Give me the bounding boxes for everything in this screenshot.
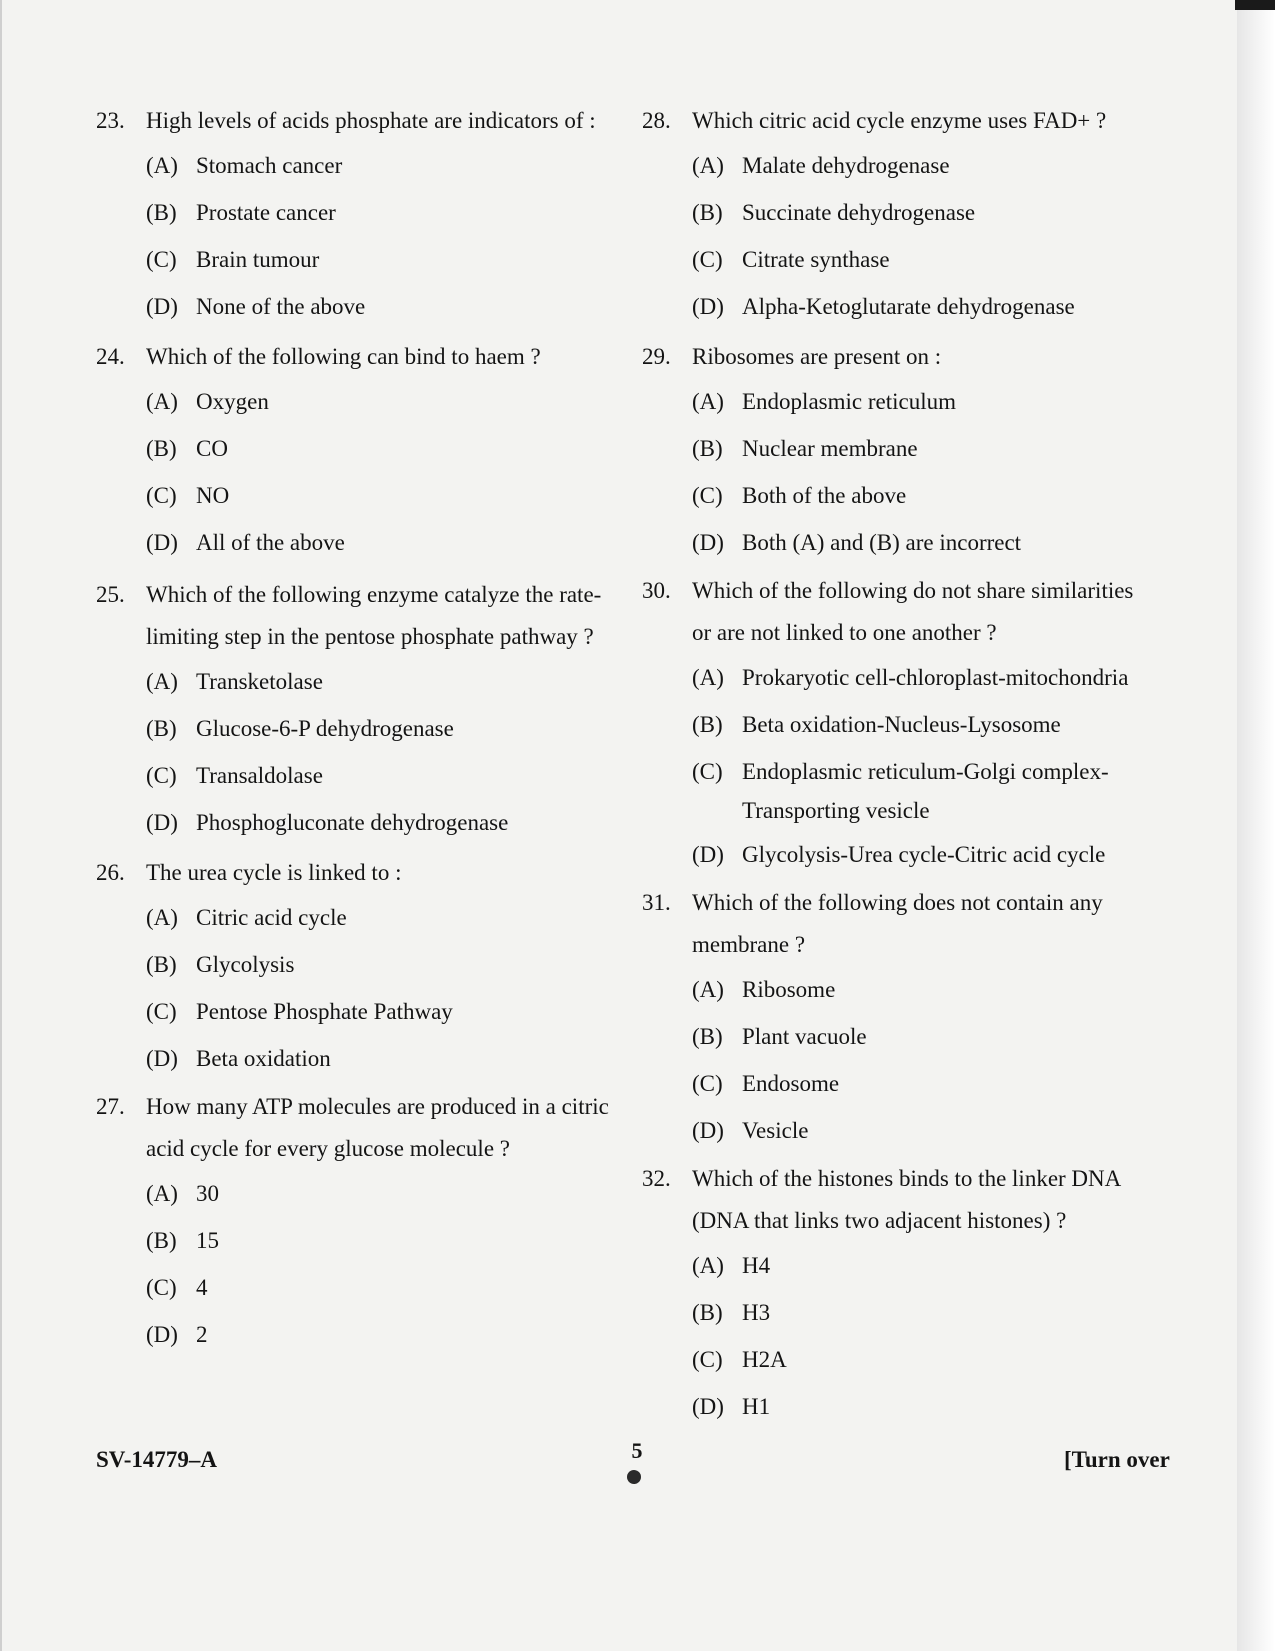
question-25 bbox=[96, 574, 636, 846]
question-text: Which of the following do not share similarities bbox=[692, 578, 1134, 603]
option-letter: (D) bbox=[692, 842, 724, 867]
option-c bbox=[96, 752, 636, 799]
option-letter: (A) bbox=[146, 905, 178, 930]
option-letter: (C) bbox=[146, 247, 177, 272]
option-letter: (D) bbox=[146, 1046, 178, 1071]
question-text: The urea cycle is linked to : bbox=[146, 860, 402, 885]
option-text: CO bbox=[196, 436, 228, 461]
option-letter: (B) bbox=[146, 716, 177, 741]
option-b bbox=[96, 1217, 636, 1264]
option-letter: (A) bbox=[692, 153, 724, 178]
page-number-dot bbox=[627, 1470, 641, 1484]
question-28 bbox=[642, 100, 1197, 330]
option-text: Transaldolase bbox=[196, 763, 323, 788]
page-edge-shadow bbox=[1237, 0, 1275, 1651]
option-letter: (C) bbox=[146, 1275, 177, 1300]
option-text: NO bbox=[196, 483, 230, 508]
option-text: Succinate dehydrogenase bbox=[742, 200, 976, 225]
option-letter: (A) bbox=[146, 669, 178, 694]
option-text: Both (A) and (B) are incorrect bbox=[742, 530, 1022, 555]
option-c bbox=[642, 748, 1197, 795]
question-text: Which of the histones binds to the linker DNA bbox=[692, 1166, 1122, 1191]
option-a bbox=[96, 1170, 636, 1217]
question-30 bbox=[642, 570, 1197, 878]
option-text: Citric acid cycle bbox=[196, 905, 347, 930]
option-text: None of the above bbox=[196, 294, 366, 319]
option-text: Glycolysis-Urea cycle-Citric acid cycle bbox=[742, 842, 1106, 867]
option-letter: (B) bbox=[146, 436, 177, 461]
question-text: Which of the following can bind to haem ? bbox=[146, 344, 541, 369]
option-text: Malate dehydrogenase bbox=[742, 153, 950, 178]
option-text: H2A bbox=[742, 1347, 787, 1372]
question-text: Which of the following does not contain any bbox=[692, 890, 1103, 915]
option-b bbox=[96, 425, 636, 472]
question-number: 28. bbox=[642, 108, 671, 133]
paper-code: SV-14779–A bbox=[96, 1447, 217, 1472]
option-letter: (B) bbox=[692, 712, 723, 737]
option-text: Nuclear membrane bbox=[742, 436, 918, 461]
option-letter: (D) bbox=[692, 1394, 724, 1419]
option-a bbox=[96, 378, 636, 425]
question-number: 30. bbox=[642, 578, 671, 603]
option-letter: (C) bbox=[692, 1347, 723, 1372]
option-text: Stomach cancer bbox=[196, 153, 343, 178]
option-text: Endoplasmic reticulum bbox=[742, 389, 956, 414]
option-text: 30 bbox=[196, 1181, 219, 1206]
question-27 bbox=[96, 1086, 636, 1358]
question-31 bbox=[642, 882, 1197, 1154]
left-column bbox=[96, 100, 636, 1358]
option-letter: (D) bbox=[692, 1118, 724, 1143]
option-b bbox=[642, 1013, 1197, 1060]
option-letter: (C) bbox=[692, 1071, 723, 1096]
option-letter: (D) bbox=[146, 530, 178, 555]
question-number: 29. bbox=[642, 344, 671, 369]
option-c bbox=[96, 472, 636, 519]
question-text-continued: or are not linked to one another ? bbox=[692, 620, 997, 645]
option-d bbox=[96, 283, 636, 330]
option-d bbox=[642, 1107, 1197, 1154]
option-d bbox=[96, 799, 636, 846]
option-d bbox=[642, 283, 1197, 330]
option-a bbox=[96, 894, 636, 941]
question-number: 24. bbox=[96, 344, 125, 369]
page-number: 5 bbox=[631, 1438, 643, 1463]
option-a bbox=[96, 658, 636, 705]
option-text: 4 bbox=[196, 1275, 208, 1300]
option-text: All of the above bbox=[196, 530, 345, 555]
question-text: How many ATP molecules are produced in a citric bbox=[146, 1094, 609, 1119]
question-29 bbox=[642, 336, 1197, 566]
option-text: Ribosome bbox=[742, 977, 836, 1002]
option-letter: (B) bbox=[692, 1024, 723, 1049]
option-d bbox=[96, 1311, 636, 1358]
option-letter: (C) bbox=[692, 247, 723, 272]
option-letter: (D) bbox=[692, 294, 724, 319]
option-text: H4 bbox=[742, 1253, 771, 1278]
option-c bbox=[642, 1336, 1197, 1383]
question-number: 23. bbox=[96, 108, 125, 133]
option-a bbox=[96, 142, 636, 189]
option-letter: (C) bbox=[692, 483, 723, 508]
option-d bbox=[96, 1035, 636, 1082]
scan-edge-mark bbox=[1235, 0, 1275, 10]
option-letter: (C) bbox=[146, 483, 177, 508]
option-letter: (D) bbox=[146, 1322, 178, 1347]
option-text: 15 bbox=[196, 1228, 219, 1253]
option-text-continued: Transporting vesicle bbox=[742, 798, 930, 823]
question-text: High levels of acids phosphate are indicators of : bbox=[146, 108, 596, 133]
option-text: Beta oxidation-Nucleus-Lysosome bbox=[742, 712, 1061, 737]
question-number: 32. bbox=[642, 1166, 671, 1191]
question-text-continued: membrane ? bbox=[692, 932, 806, 957]
option-b bbox=[96, 941, 636, 988]
option-text: Prokaryotic cell-chloroplast-mitochondria bbox=[742, 665, 1129, 690]
option-d bbox=[642, 519, 1197, 566]
option-text: H3 bbox=[742, 1300, 771, 1325]
question-32 bbox=[642, 1158, 1197, 1430]
option-b bbox=[642, 425, 1197, 472]
option-c bbox=[642, 1060, 1197, 1107]
option-letter: (A) bbox=[692, 389, 724, 414]
option-letter: (A) bbox=[146, 389, 178, 414]
option-c bbox=[96, 1264, 636, 1311]
option-a bbox=[642, 1242, 1197, 1289]
option-text: Phosphogluconate dehydrogenase bbox=[196, 810, 509, 835]
option-text: Glucose-6-P dehydrogenase bbox=[196, 716, 454, 741]
question-text: Which citric acid cycle enzyme uses FAD+ ? bbox=[692, 108, 1107, 133]
option-letter: (D) bbox=[146, 294, 178, 319]
option-text: Glycolysis bbox=[196, 952, 295, 977]
option-text: Pentose Phosphate Pathway bbox=[196, 999, 453, 1024]
option-text: Vesicle bbox=[742, 1118, 809, 1143]
option-letter: (A) bbox=[692, 665, 724, 690]
question-number: 25. bbox=[96, 582, 125, 607]
question-text-continued: limiting step in the pentose phosphate pathway ? bbox=[146, 624, 594, 649]
option-letter: (B) bbox=[692, 436, 723, 461]
question-number: 26. bbox=[96, 860, 125, 885]
option-text: Both of the above bbox=[742, 483, 907, 508]
option-letter: (D) bbox=[146, 810, 178, 835]
option-b bbox=[642, 189, 1197, 236]
option-letter: (B) bbox=[146, 1228, 177, 1253]
option-text: Plant vacuole bbox=[742, 1024, 867, 1049]
right-column bbox=[642, 100, 1197, 1430]
option-text: Alpha-Ketoglutarate dehydrogenase bbox=[742, 294, 1075, 319]
option-a bbox=[642, 142, 1197, 189]
option-d bbox=[96, 519, 636, 566]
option-letter: (B) bbox=[146, 200, 177, 225]
option-a bbox=[642, 966, 1197, 1013]
question-24 bbox=[96, 336, 636, 566]
option-letter: (B) bbox=[692, 200, 723, 225]
option-letter: (A) bbox=[146, 1181, 178, 1206]
option-text: Transketolase bbox=[196, 669, 323, 694]
option-text: Endosome bbox=[742, 1071, 840, 1096]
option-letter: (B) bbox=[692, 1300, 723, 1325]
option-a bbox=[642, 654, 1197, 701]
option-b bbox=[642, 1289, 1197, 1336]
option-text: Prostate cancer bbox=[196, 200, 336, 225]
question-text: Which of the following enzyme catalyze the rate- bbox=[146, 582, 602, 607]
option-b bbox=[642, 701, 1197, 748]
option-text: Oxygen bbox=[196, 389, 269, 414]
option-d bbox=[642, 1383, 1197, 1430]
question-number: 31. bbox=[642, 890, 671, 915]
option-letter: (C) bbox=[692, 759, 723, 784]
option-text: Beta oxidation bbox=[196, 1046, 331, 1071]
option-letter: (A) bbox=[146, 153, 178, 178]
option-letter: (A) bbox=[692, 977, 724, 1002]
option-c bbox=[96, 988, 636, 1035]
option-d bbox=[642, 831, 1197, 878]
question-text-continued: acid cycle for every glucose molecule ? bbox=[146, 1136, 510, 1161]
option-c bbox=[642, 472, 1197, 519]
option-text: Brain tumour bbox=[196, 247, 320, 272]
option-a bbox=[642, 378, 1197, 425]
question-23 bbox=[96, 100, 636, 330]
option-letter: (A) bbox=[692, 1253, 724, 1278]
question-number: 27. bbox=[96, 1094, 125, 1119]
option-letter: (B) bbox=[146, 952, 177, 977]
option-b bbox=[96, 705, 636, 752]
option-letter: (D) bbox=[692, 530, 724, 555]
option-text: Citrate synthase bbox=[742, 247, 890, 272]
option-c bbox=[96, 236, 636, 283]
option-letter: (C) bbox=[146, 763, 177, 788]
question-26 bbox=[96, 852, 636, 1082]
option-text: H1 bbox=[742, 1394, 771, 1419]
option-letter: (C) bbox=[146, 999, 177, 1024]
option-b bbox=[96, 189, 636, 236]
option-text: Endoplasmic reticulum-Golgi complex- bbox=[742, 759, 1109, 784]
question-text: Ribosomes are present on : bbox=[692, 344, 942, 369]
question-text-continued: (DNA that links two adjacent histones) ? bbox=[692, 1208, 1067, 1233]
option-c bbox=[642, 236, 1197, 283]
option-text: 2 bbox=[196, 1322, 208, 1347]
turn-over-note: [Turn over bbox=[1064, 1447, 1170, 1472]
